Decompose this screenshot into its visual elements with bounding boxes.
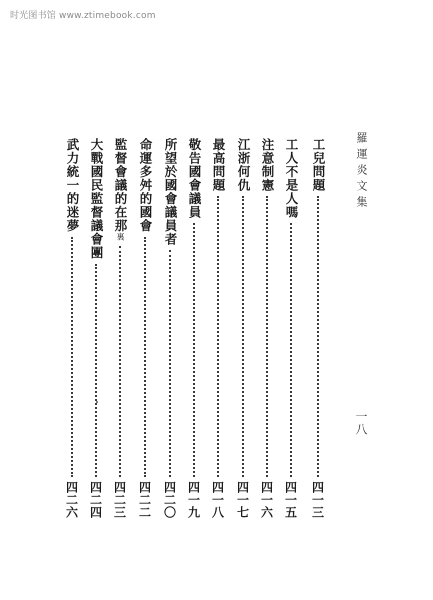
watermark: 时光图书馆 www.ztimebook.com bbox=[10, 11, 156, 21]
toc-entry-title: 武力統一的迷夢 bbox=[65, 138, 80, 233]
toc-entry-title: 工人不是人嗎 bbox=[284, 138, 299, 219]
toc-leader bbox=[266, 196, 268, 477]
toc-entry-page: 四一八 bbox=[210, 480, 225, 518]
toc-entry-page: 四一三 bbox=[310, 480, 325, 518]
toc-entry-title: 注意制憲 bbox=[260, 138, 275, 192]
toc-leader bbox=[169, 250, 171, 477]
toc-entry bbox=[310, 138, 326, 518]
toc-leader bbox=[119, 246, 121, 477]
toc-entry-title: 所望於國會議員者 bbox=[163, 138, 178, 246]
toc-leader bbox=[144, 237, 146, 477]
toc-entry bbox=[259, 138, 275, 518]
toc-entry-title: 大戰國民監督議會團 bbox=[89, 138, 104, 260]
toc-entry-title: 工兒問題 bbox=[311, 138, 326, 192]
toc-entry bbox=[235, 138, 251, 518]
toc-entry bbox=[137, 138, 153, 518]
toc-entry bbox=[88, 138, 104, 518]
toc-entry-page: 四二六 bbox=[64, 480, 79, 518]
toc-leader bbox=[71, 237, 73, 477]
toc-entry-title: 最高問題 bbox=[211, 138, 226, 192]
toc-entry bbox=[112, 138, 128, 518]
toc-entry-title: 監督會議的在那裏 bbox=[113, 138, 128, 242]
book-title: 羅運炎文集 bbox=[355, 132, 368, 212]
toc-entry-page: 四一六 bbox=[259, 480, 274, 518]
toc-entry-page: 四一九 bbox=[186, 480, 201, 518]
toc-leader bbox=[290, 223, 292, 477]
toc-entry bbox=[162, 138, 178, 518]
toc-entry-page: 四一七 bbox=[235, 480, 250, 518]
toc-leader bbox=[217, 196, 219, 477]
toc-leader bbox=[242, 196, 244, 477]
toc-entry-page: 四二二 bbox=[137, 480, 152, 518]
toc-entry bbox=[283, 138, 299, 518]
toc-entry-title: 命運多舛的國會 bbox=[138, 138, 153, 233]
toc-entry-page: 四二三 bbox=[112, 480, 127, 518]
toc-leader bbox=[317, 196, 319, 477]
toc-entry-title: 江浙何仇 bbox=[236, 138, 251, 192]
toc-leader bbox=[193, 223, 195, 477]
toc-leader bbox=[95, 264, 97, 477]
toc-entry-title: 敬告國會議員 bbox=[187, 138, 202, 219]
toc-entry-page: 四一五 bbox=[283, 480, 298, 518]
toc-entry-page: 四二〇 bbox=[162, 480, 177, 518]
toc-entry bbox=[64, 138, 80, 518]
toc-entry bbox=[210, 138, 226, 518]
toc-entry-page: 四二四 bbox=[88, 480, 103, 518]
page-number: 一八 bbox=[354, 410, 368, 436]
print-speck bbox=[96, 401, 98, 403]
toc-entry bbox=[186, 138, 202, 518]
